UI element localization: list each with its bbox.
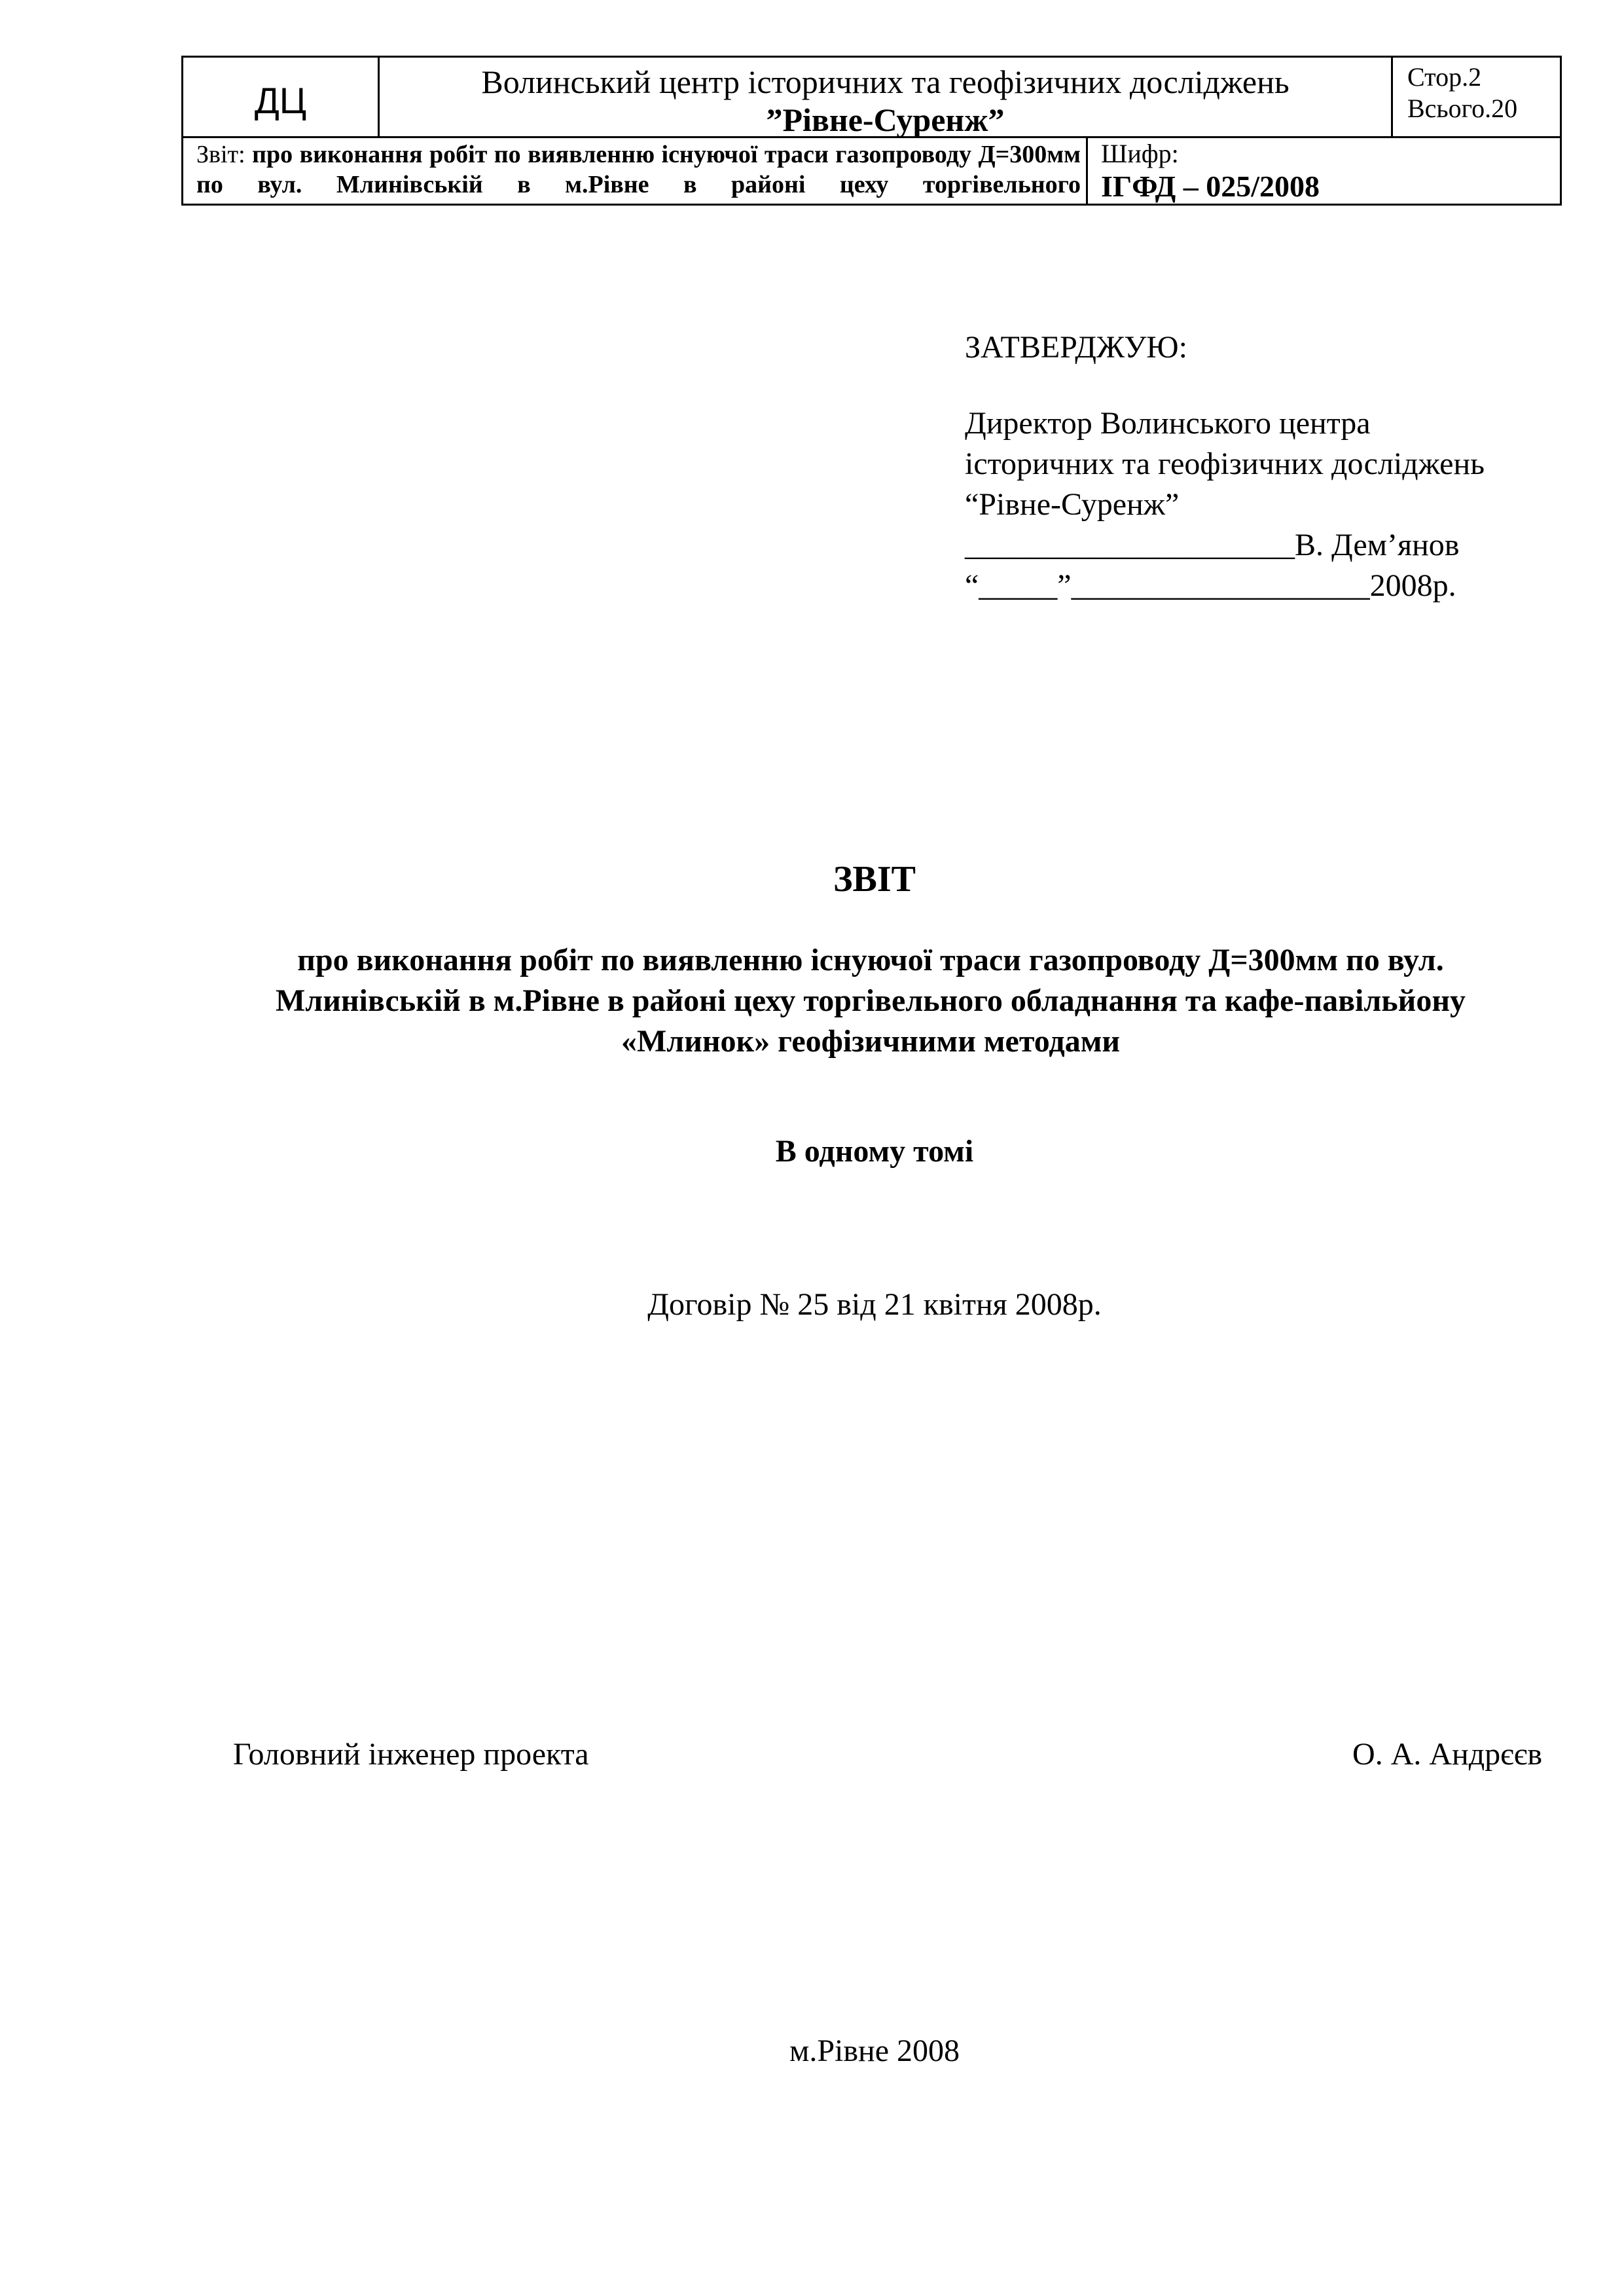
approval-line: Директор Волинського центра [965, 406, 1371, 441]
subject-label: Звіт: [196, 141, 245, 168]
report-subtitle [249, 940, 1492, 1062]
engineer-name: О. А. Андрєєв [1352, 1737, 1542, 1772]
subtitle-line: «Млинок» геофізичними методами [621, 1024, 1121, 1059]
page-info [1391, 58, 1562, 136]
contract-info: Договір № 25 від 21 квітня 2008р. [647, 1287, 1102, 1322]
report-title: ЗВІТ [833, 859, 916, 900]
subject-text: про виконання робіт по виявленню існуючої траси газопроводу Д=300мм по вул. Млинівській в м.Рівне в районі цеху торгівельного [196, 141, 1081, 198]
cipher [1088, 136, 1562, 204]
subtitle-line: Млинівській в м.Рівне в районі цеху торгівельного обладнання та кафе-павільйону [276, 983, 1466, 1018]
approval-block [965, 327, 1567, 606]
page-number: Стор.2 [1407, 62, 1482, 92]
header-row-bottom [183, 136, 1560, 204]
volume-note: В одному томі [775, 1134, 974, 1169]
organization-line-1: Волинський центр історичних та геофізичних досліджень [481, 64, 1290, 100]
approval-title: ЗАТВЕРДЖУЮ: [965, 330, 1187, 365]
organization-line-2: ”Рівне-Суренж” [766, 101, 1005, 138]
total-pages: Всього.20 [1407, 94, 1518, 123]
cipher-label: Шифр: [1101, 139, 1179, 168]
approval-signature-line: _____________________В. Дем’янов [965, 528, 1460, 562]
organization-name [380, 58, 1391, 136]
subtitle-line: про виконання робіт по виявленню існуючої траси газопроводу Д=300мм по вул. [297, 943, 1444, 977]
city-year: м.Рівне 2008 [789, 2033, 960, 2068]
approval-date-line: “_____”___________________2008р. [965, 568, 1456, 603]
approval-line: “Рівне-Суренж” [965, 487, 1180, 522]
approval-line: історичних та геофізичних досліджень [965, 446, 1485, 481]
engineer-role: Головний інженер проекта [233, 1737, 589, 1772]
cipher-value: ІГФД – 025/2008 [1101, 170, 1320, 203]
report-subject [183, 136, 1088, 204]
header-table [181, 56, 1562, 206]
header-row-top [183, 58, 1560, 138]
doc-code: ДЦ [183, 58, 380, 136]
